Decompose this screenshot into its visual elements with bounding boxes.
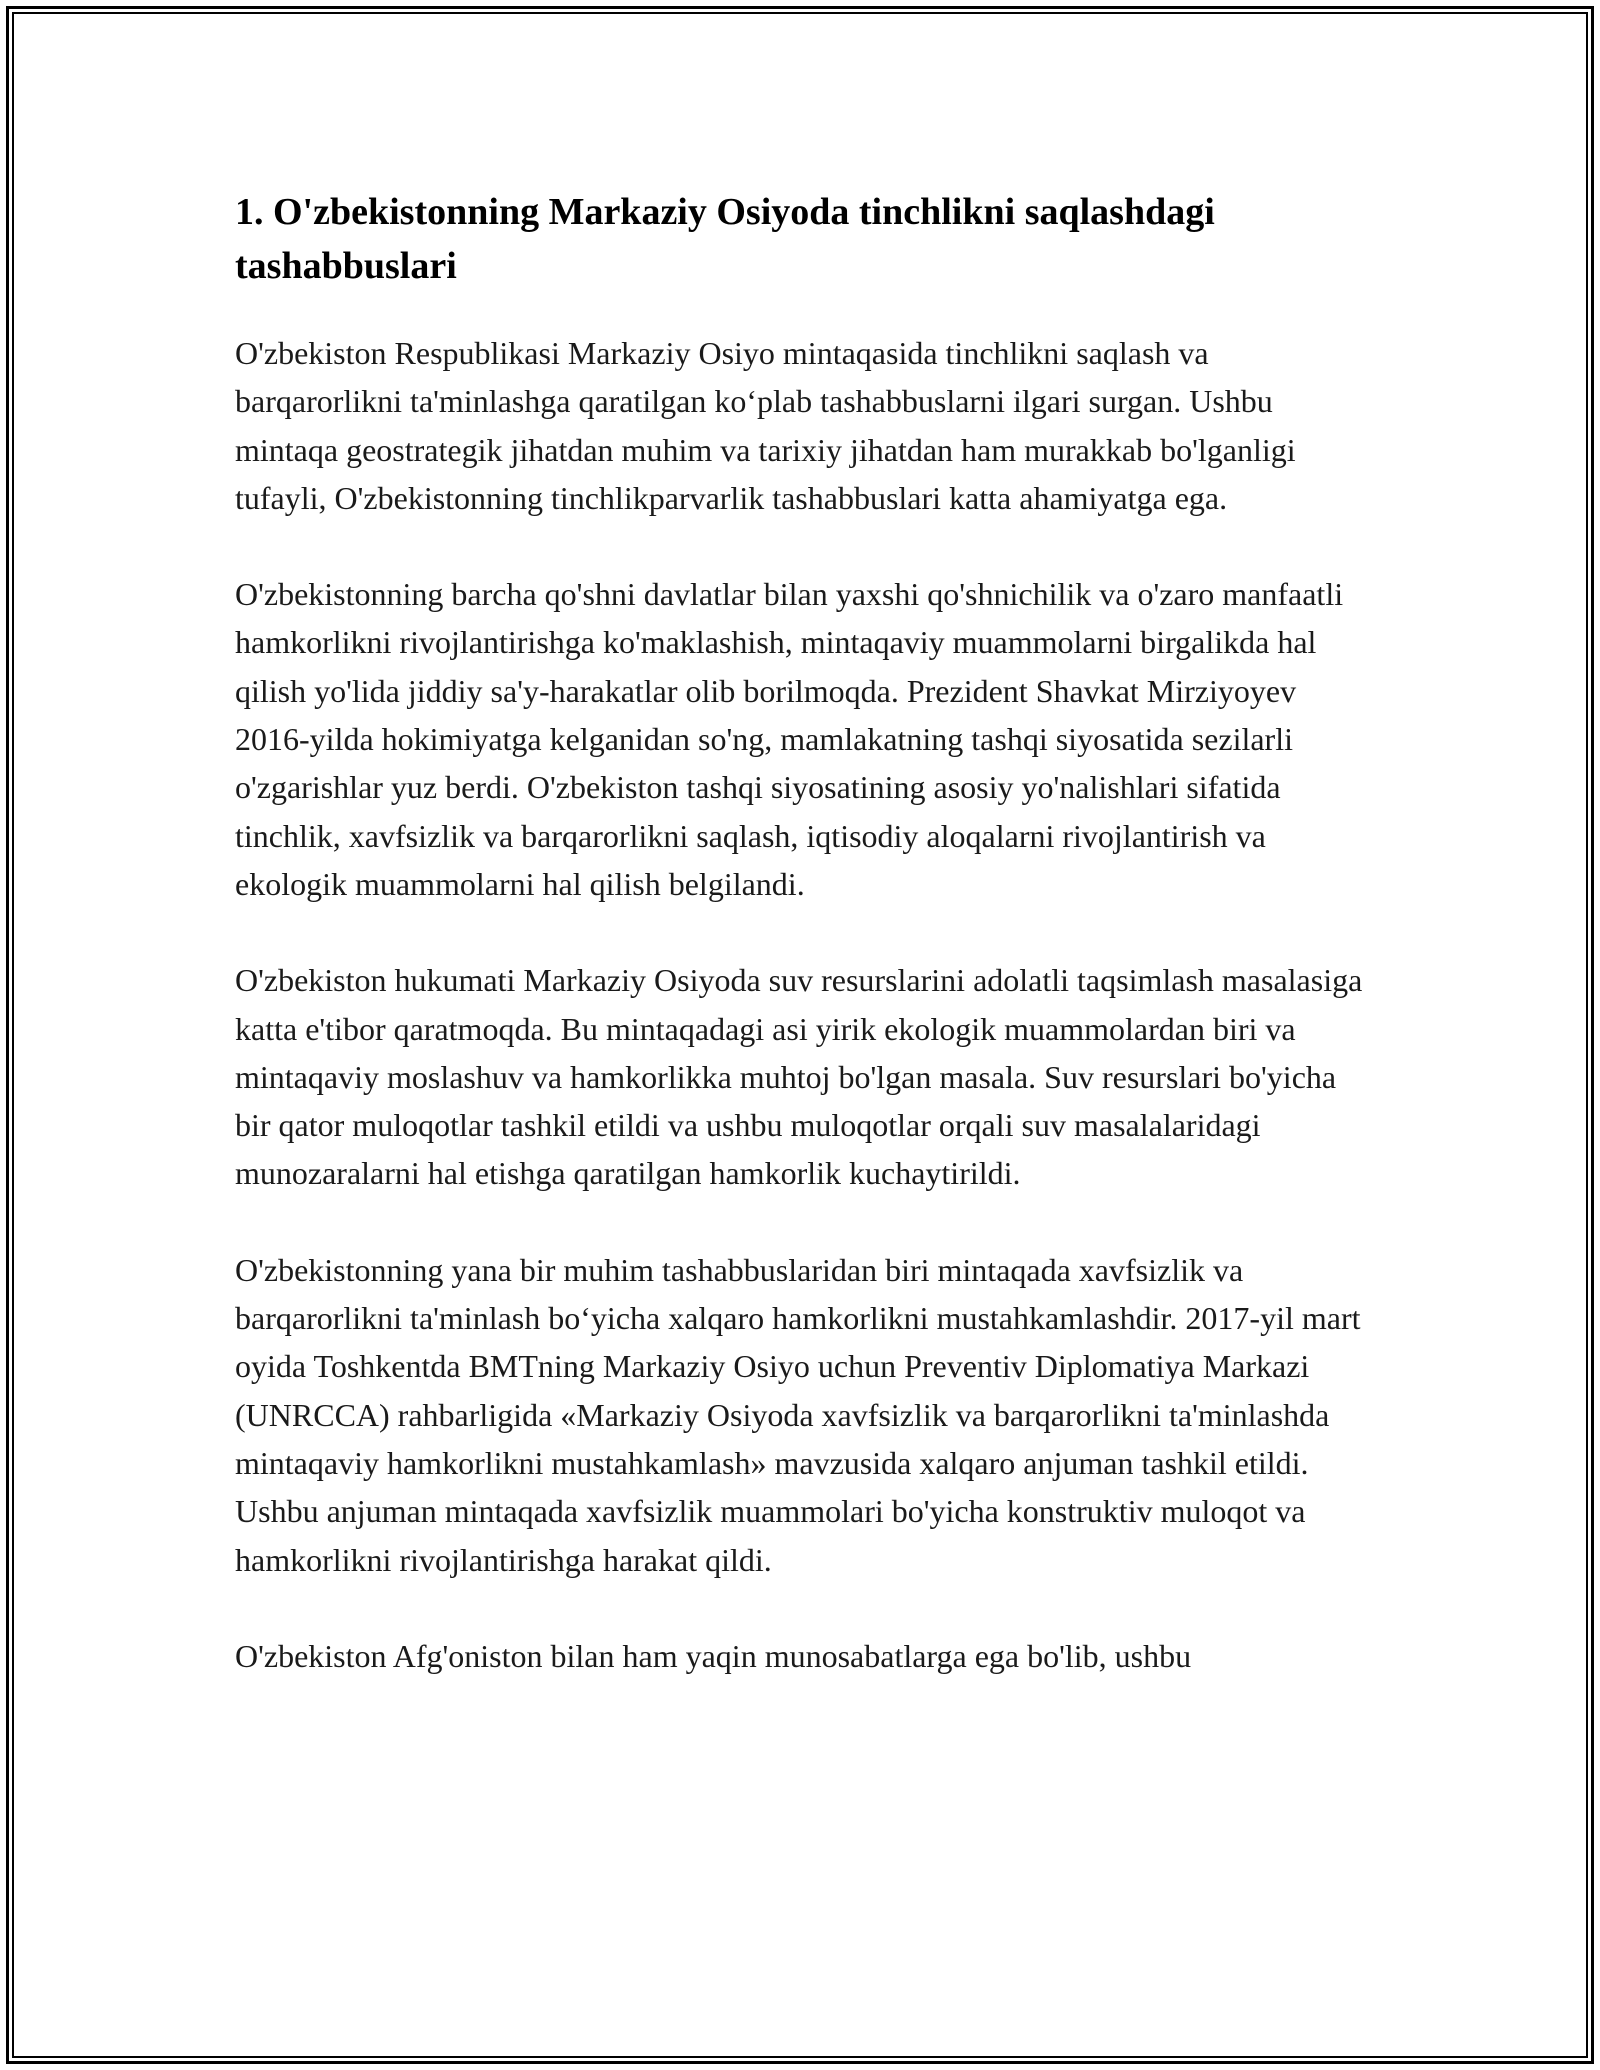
- paragraph-security-cooperation: O'zbekistonning yana bir muhim tashabbuslaridan biri mintaqada xavfsizlik va barqarorlikni ta'minlash bo‘yicha xalqaro hamkorlikni mustahkamlashdir. 2017-yil mart oyida Toshkentda BMTning Markaziy Osiyo uchun Preventiv Diplomatiya Markazi (UNRCCA) rahbarligida «Markaziy Osiyoda xavfsizlik va barqarorlikni ta'minlashda mintaqaviy hamkorlikni mustahkamlash» mavzusida xalqaro anjuman tashkil etildi. Ushbu anjuman mintaqada xavfsizlik muammolari bo'yicha konstruktiv muloqot va hamkorlikni rivojlantirishga harakat qildi.: [235, 1251, 1361, 1578]
- paragraph-water-resources: O'zbekiston hukumati Markaziy Osiyoda suv resurslarini adolatli taqsimlash masalasiga katta e'tibor qaratmoqda. Bu mintaqadagi asi yirik ekologik muammolardan biri va mintaqaviy moslashuv va hamkorlikka muhtoj bo'lgan masala. Suv resurslari bo'yicha bir qator muloqotlar tashkil etildi va ushbu muloqotlar orqali suv masalalaridagi munozaralarni hal etishga qaratilgan hamkorlik kuchaytirildi.: [235, 962, 1363, 1192]
- section-heading: 1. O'zbekistonning Markaziy Osiyoda tinchlikni saqlashdagi tashabbuslari: [235, 191, 1215, 287]
- paragraph-foreign-policy: O'zbekistonning barcha qo'shni davlatlar bilan yaxshi qo'shnichilik va o'zaro manfaatli hamkorlikni rivojlantirishga ko'maklashish, mintaqaviy muammolarni birgalikda hal qilish yo'lida jiddiy sa'y-harakatlar olib borilmoqda. Prezident Shavkat Mirziyoyev 2016-yilda hokimiyatga kelganidan so'ng, mamlakatning tashqi siyosatida sezilarli o'zgarishlar yuz berdi. O'zbekiston tashqi siyosatining asosiy yo'nalishlari sifatida tinchlik, xavfsizlik va barqarorlikni saqlash, iqtisodiy aloqalarni rivojlantirish va ekologik muammolarni hal qilish belgilandi.: [235, 576, 1344, 902]
- paragraph-afghanistan: O'zbekiston Afg'oniston bilan ham yaqin munosabatlarga ega bo'lib, ushbu: [235, 1637, 1192, 1674]
- document-body: [235, 185, 1370, 1728]
- paragraph-intro: O'zbekiston Respublikasi Markaziy Osiyo mintaqasida tinchlikni saqlash va barqarorlikni ta'minlashga qaratilgan ko‘plab tashabbuslarni ilgari surgan. Ushbu mintaqa geostrategik jihatdan muhim va tarixiy jihatdan ham murakkab bo'lganligi tufayli, O'zbekistonning tinchlikparvarlik tashabbuslari katta ahamiyatga ega.: [235, 335, 1296, 516]
